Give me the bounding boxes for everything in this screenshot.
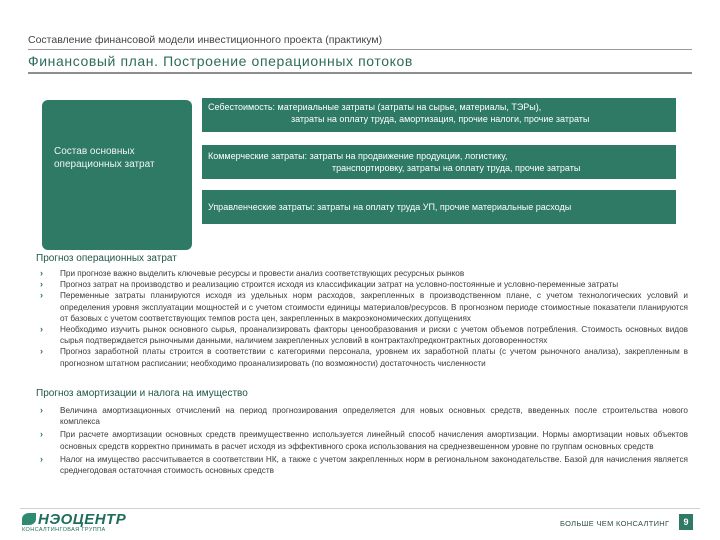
cost-box-admin-label: Управленческие затраты:	[208, 202, 315, 212]
cost-box-commercial-text2: транспортировку, затраты на оплату труда, прочие затраты	[332, 163, 581, 173]
list-item	[36, 324, 688, 346]
list-item-text: Прогноз затрат на производство и реализацию строится исходя из классификации затрат на условно-постоянные и условно-переменные затраты	[60, 280, 619, 290]
list-item-text: Величина амортизационных отчислений на период прогнозирования определяется для новых основных средств, введенных после строительства нового комплекса	[60, 406, 688, 427]
header-rule	[28, 49, 692, 50]
list-item	[36, 290, 688, 324]
chevron-right-icon: ›	[40, 429, 43, 440]
cost-box-admin-text: затраты на оплату труда УП, прочие материальные расходы	[317, 202, 572, 212]
chevron-right-icon: ›	[40, 268, 43, 278]
company-logo	[22, 511, 126, 533]
chevron-right-icon: ›	[40, 279, 43, 290]
cost-box-cogs	[202, 98, 676, 132]
chevron-right-icon: ›	[40, 324, 43, 335]
footer-rule	[20, 508, 700, 509]
title-rule	[28, 72, 692, 74]
list-item-text: Необходимо изучить рынок основного сырья, проанализировать факторы ценообразования и риски с учетом объемов потребления. Стоимость основных видов сырья подтверждается рыночными данными, наличием закрепленных условий в контрактах/предконтрактных договоренностях	[60, 325, 688, 346]
list-item	[36, 429, 688, 451]
list-item	[36, 405, 688, 427]
list-item	[36, 268, 688, 279]
section-title-opex: Прогноз операционных затрат	[36, 253, 177, 264]
list-item	[36, 279, 688, 290]
page-number: 9	[679, 514, 693, 530]
cost-box-admin	[202, 190, 676, 224]
cost-box-commercial-label: Коммерческие затраты:	[208, 151, 308, 161]
cost-box-cogs-text2: затраты на оплату труда, амортизация, прочие налоги, прочие затраты	[291, 114, 590, 124]
cost-box-cogs-line1	[208, 101, 670, 113]
cost-box-cogs-text1: материальные затраты (затраты на сырье, материалы, ТЭРы),	[277, 102, 542, 112]
chevron-right-icon: ›	[40, 405, 43, 415]
header-subtitle: Составление финансовой модели инвестиционного проекта (практикум)	[28, 34, 383, 46]
logo-subtitle: КОНСАЛТИНГОВАЯ ГРУППА	[22, 527, 106, 533]
list-item-text: Переменные затраты планируются исходя из удельных норм расходов, закрепленных в производственном плане, с учетом технологических условий и определения уровня эксплуатации мощностей и с учетом стоимости единицы материалов/ресурсов. В прогнозном периоде стоимостные показатели планируются от базовых с учетом соответствующих темпов роста цен, закрепленных в макроэкономических допущениях	[60, 291, 688, 323]
diagram-left-box	[42, 100, 192, 250]
list-item-text: При прогнозе важно выделить ключевые ресурсы и провести анализ соответствующих ресурсных рынков	[60, 269, 465, 278]
depreciation-bullet-list	[36, 405, 688, 478]
logo-wordmark	[22, 511, 126, 528]
logo-swoosh-icon	[22, 513, 36, 525]
list-item-text: Прогноз заработной платы строится в соответствии с категориями персонала, уровнем их заработной платы (с учетом рыночного анализа), закрепленным в прогнозном штатном расписании; необходимо проанализировать (по возможности) достаточность численности	[60, 347, 688, 368]
cost-box-commercial-line1	[208, 150, 670, 162]
page-title: Финансовый план. Построение операционных потоков	[28, 53, 413, 69]
chevron-right-icon: ›	[40, 453, 43, 464]
footer-brand: БОЛЬШЕ ЧЕМ КОНСАЛТИНГ	[560, 519, 670, 528]
cost-box-cogs-label: Себестоимость:	[208, 102, 276, 112]
cost-box-commercial-text1: затраты на продвижение продукции, логистику,	[309, 151, 508, 161]
list-item-text: Налог на имущество рассчитывается в соответствии НК, а также с учетом закрепленных норм в региональном законодательстве. Базой для начисления является среднегодовая остаточная стоимость основных средств	[60, 454, 688, 476]
section-title-depreciation: Прогноз амортизации и налога на имущество	[36, 388, 248, 399]
diagram-left-label: Состав основных операционных затрат	[54, 146, 155, 170]
list-item	[36, 454, 688, 476]
chevron-right-icon: ›	[40, 346, 43, 357]
cost-box-commercial	[202, 145, 676, 179]
logo-text: НЭОЦЕНТР	[38, 511, 127, 528]
opex-bullet-list	[36, 268, 688, 369]
chevron-right-icon: ›	[40, 290, 43, 301]
list-item-text: При расчете амортизации основных средств преимущественно используется линейный способ начисления амортизации. Нормы амортизации новых объектов основных средств корректно принимать в расчет исходя из эффективного срока использования на среднезвешенном уровне по группам основных средств	[60, 430, 688, 451]
list-item	[36, 346, 688, 368]
